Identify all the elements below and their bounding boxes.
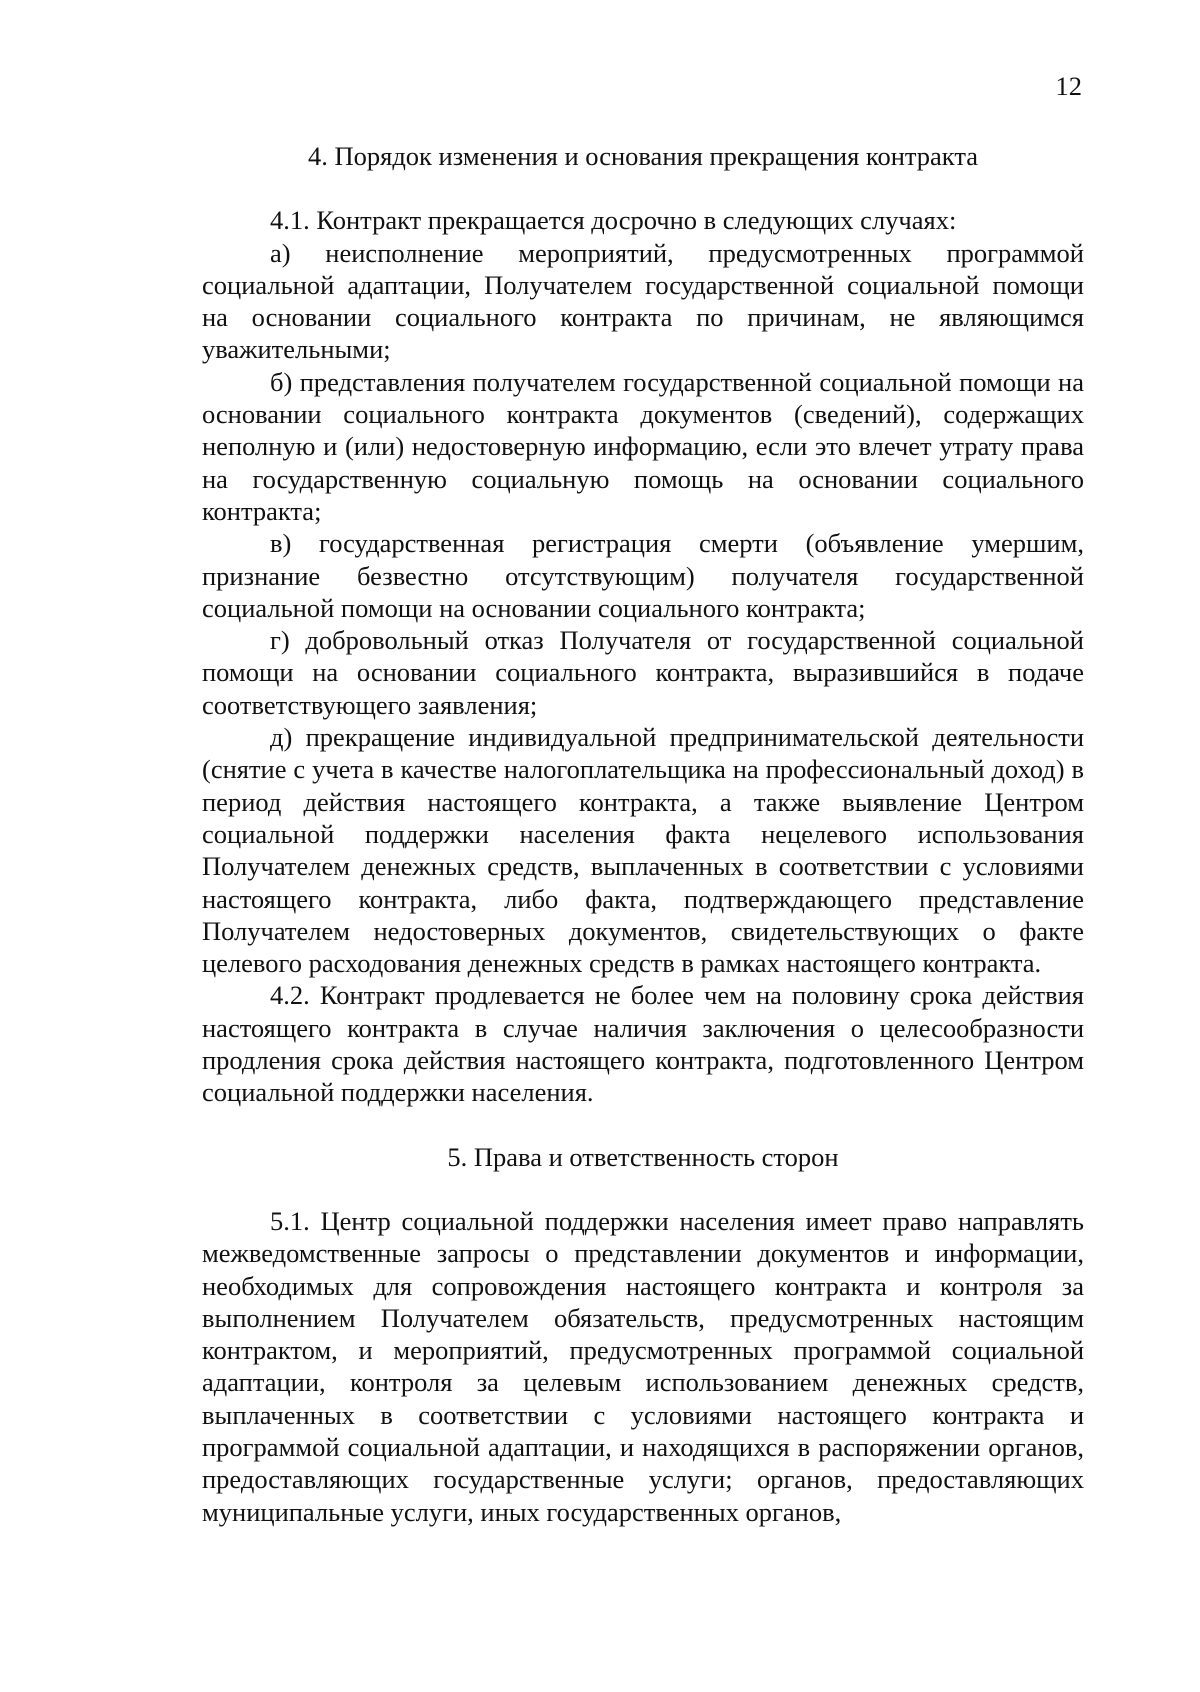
paragraph-4-1-b: б) представления получателем государственной социальной помощи на основании социального контракта документов (сведений), содержащих неполную и (или) недостоверную информацию, если это влечет утрату права на государственную социальную помощь на основании социального контракта; — [202, 366, 1084, 526]
page-number: 12 — [1055, 71, 1082, 101]
spacer — [202, 1109, 1084, 1141]
section-4-title: 4. Порядок изменения и основания прекращения контракта — [308, 141, 978, 171]
spacer — [202, 172, 1084, 204]
paragraph-4-1-d: д) прекращение индивидуальной предпринимательской деятельности (снятие с учета в качестве налогоплательщика на профессиональный доход) в период действия настоящего контракта, а также выявление Центром социальной поддержки населения факта нецелевого использования Получателем денежных средств, выплаченных в соответствии с условиями настоящего контракта, либо факта, подтверждающего представление Получателем недостоверных документов, свидетельствующих о факте целевого расходования денежных средств в рамках настоящего контракта. — [202, 722, 1084, 979]
spacer — [202, 1173, 1084, 1205]
page-content — [202, 140, 1084, 1528]
paragraph-4-1-v: в) государственная регистрация смерти (объявление умершим, признание безвестно отсутствующим) получателя государственной социальной помощи на основании социального контракта; — [202, 528, 1084, 623]
paragraph-4-1: 4.1. Контракт прекращается досрочно в следующих случаях: — [270, 205, 957, 236]
paragraph-4-1-g: г) добровольный отказ Получателя от государственной социальной помощи на основании социального контракта, выразившийся в подаче соответствующего заявления; — [202, 625, 1084, 720]
paragraph-5-1: 5.1. Центр социальной поддержки населения имеет право направлять межведомственные запросы о представлении документов и информации, необходимых для сопровождения настоящего контракта и контроля за выполнением Получателем обязательств, предусмотренных настоящим контрактом, и мероприятий, предусмотренных программой социальной адаптации, контроля за целевым использованием денежных средств, выплаченных в соответствии с условиями настоящего контракта и программой социальной адаптации, и находящихся в распоряжении органов, предоставляющих государственные услуги; органов, предоставляющих муниципальные услуги, иных государственных органов, — [202, 1205, 1084, 1527]
paragraph-4-1-a: а) неисполнение мероприятий, предусмотренных программой социальной адаптации, Получателем государственной социальной помощи на основании социального контракта по причинам, не являющимся уважительными; — [202, 237, 1084, 365]
paragraph-4-2: 4.2. Контракт продлевается не более чем на половину срока действия настоящего контракта в случае наличия заключения о целесообразности продления срока действия настоящего контракта, подготовленного Центром социальной поддержки населения. — [202, 980, 1084, 1108]
section-5-title: 5. Права и ответственность сторон — [447, 1141, 839, 1172]
